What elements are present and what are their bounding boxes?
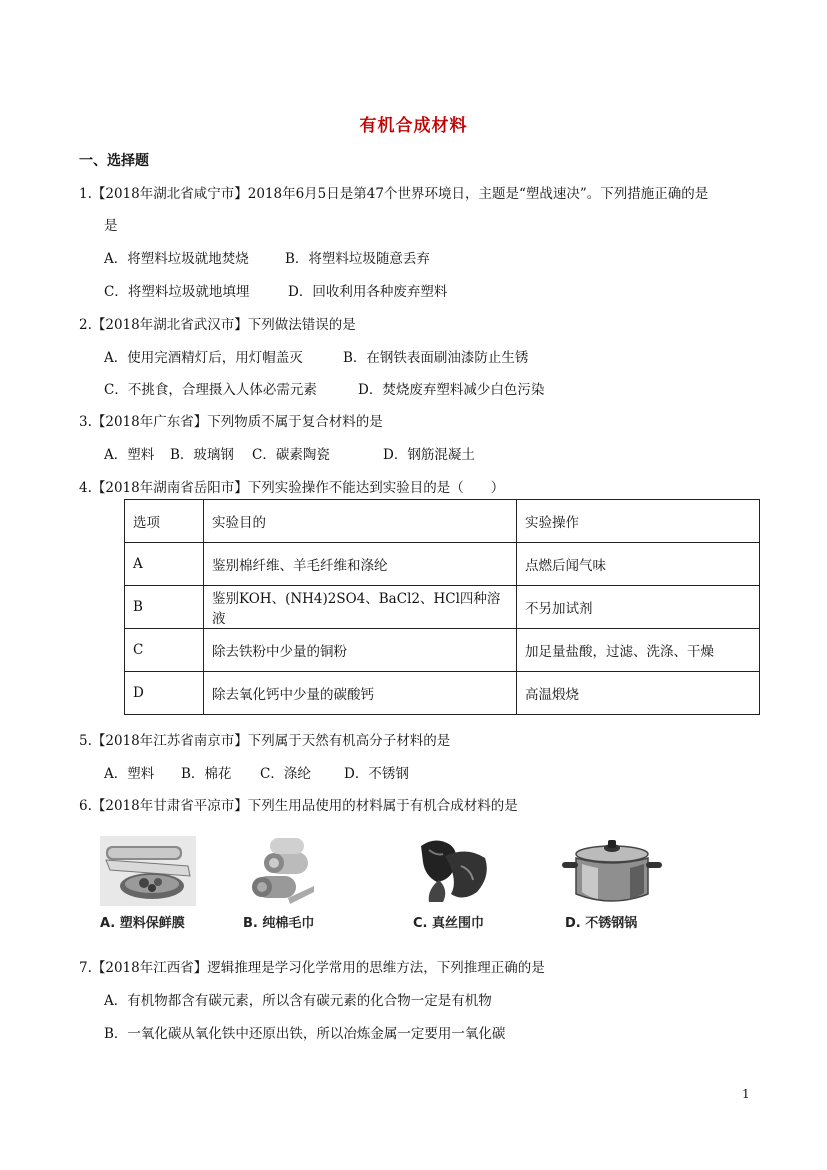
question-3-option-b: B．玻璃钢 xyxy=(170,447,234,463)
question-5-option-b: B．棉花 xyxy=(181,766,232,782)
table-cell: C xyxy=(125,629,204,672)
question-7-option-a: A．有机物都含有碳元素，所以含有碳元素的化合物一定是有机物 xyxy=(104,993,492,1009)
table-row xyxy=(125,672,760,715)
question-5-option-a: A．塑料 xyxy=(104,766,155,782)
question-1-option-c: C．将塑料垃圾就地填埋 xyxy=(104,284,250,300)
cotton-towel-image xyxy=(248,836,320,908)
question-6-stem: 6.【2018年甘肃省平凉市】下列生用品使用的材料属于有机合成材料的是 xyxy=(79,798,518,814)
question-1-stem: 1.【2018年湖北省咸宁市】2018年6月5日是第47个世界环境日，主题是“塑战速决”。下列措施正确的是 xyxy=(79,186,709,202)
question-7-option-b: B．一氧化碳从氧化铁中还原出铁，所以冶炼金属一定要用一氧化碳 xyxy=(104,1026,506,1042)
question-3-stem: 3.【2018年广东省】下列物质不属于复合材料的是 xyxy=(79,414,383,430)
question-2-option-c: C．不挑食，合理摄入人体必需元素 xyxy=(104,382,317,398)
question-3-option-a: A．塑料 xyxy=(104,447,155,463)
table-cell: B xyxy=(125,586,204,629)
question-2-option-d: D．焚烧废弃塑料减少白色污染 xyxy=(358,382,545,398)
table-row xyxy=(125,586,760,629)
table-cell: 点燃后闻气味 xyxy=(517,543,760,586)
question-1-option-d: D．回收利用各种废弃塑料 xyxy=(288,284,448,300)
image-caption-c: C. 真丝围巾 xyxy=(413,916,485,931)
question-4-stem: 4.【2018年湖南省岳阳市】下列实验操作不能达到实验目的是（ ） xyxy=(79,480,505,496)
section-heading: 一、选择题 xyxy=(79,153,149,169)
table-cell: 加足量盐酸，过滤、洗涤、干燥 xyxy=(517,629,760,672)
question-4-table xyxy=(124,499,760,715)
table-header-cell: 选项 xyxy=(125,500,204,543)
table-header-row xyxy=(125,500,760,543)
question-3-option-d: D．钢筋混凝土 xyxy=(383,447,475,463)
table-cell: 不另加试剂 xyxy=(517,586,760,629)
page-number: 1 xyxy=(742,1087,750,1101)
image-caption-d: D. 不锈钢锅 xyxy=(565,916,638,931)
table-cell: D xyxy=(125,672,204,715)
table-cell: 除去铁粉中少量的铜粉 xyxy=(204,629,517,672)
table-cell: 除去氧化钙中少量的碳酸钙 xyxy=(204,672,517,715)
page-title: 有机合成材料 xyxy=(359,116,468,136)
question-7-stem: 7.【2018年江西省】逻辑推理是学习化学常用的思维方法，下列推理正确的是 xyxy=(79,960,545,976)
question-2-option-a: A．使用完酒精灯后，用灯帽盖灭 xyxy=(104,350,303,366)
table-row xyxy=(125,543,760,586)
question-5-option-c: C．涤纶 xyxy=(260,766,311,782)
silk-scarf-image xyxy=(415,836,495,908)
question-1-option-a: A．将塑料垃圾就地焚烧 xyxy=(104,251,249,267)
question-3-option-c: C．碳素陶瓷 xyxy=(252,447,330,463)
image-caption-a: A. 塑料保鲜膜 xyxy=(100,916,185,931)
table-header-cell: 实验操作 xyxy=(517,500,760,543)
table-cell: 鉴别KOH、(NH4)2SO4、BaCl2、HCl四种溶液 xyxy=(204,586,517,629)
table-header-cell: 实验目的 xyxy=(204,500,517,543)
question-5-option-d: D．不锈钢 xyxy=(344,766,409,782)
question-1-option-b: B．将塑料垃圾随意丢弃 xyxy=(285,251,430,267)
image-caption-b: B. 纯棉毛巾 xyxy=(243,916,315,931)
question-1-stem-continuation: 是 xyxy=(104,218,118,234)
question-5-stem: 5.【2018年江苏省南京市】下列属于天然有机高分子材料的是 xyxy=(79,733,451,749)
table-cell: A xyxy=(125,543,204,586)
plastic-wrap-image xyxy=(100,836,196,906)
question-2-stem: 2.【2018年湖北省武汉市】下列做法错误的是 xyxy=(79,317,356,333)
table-row xyxy=(125,629,760,672)
question-2-option-b: B．在钢铁表面刷油漆防止生锈 xyxy=(343,350,529,366)
table-cell: 高温煅烧 xyxy=(517,672,760,715)
steel-pot-image xyxy=(560,836,664,908)
table-cell: 鉴别棉纤维、羊毛纤维和涤纶 xyxy=(204,543,517,586)
